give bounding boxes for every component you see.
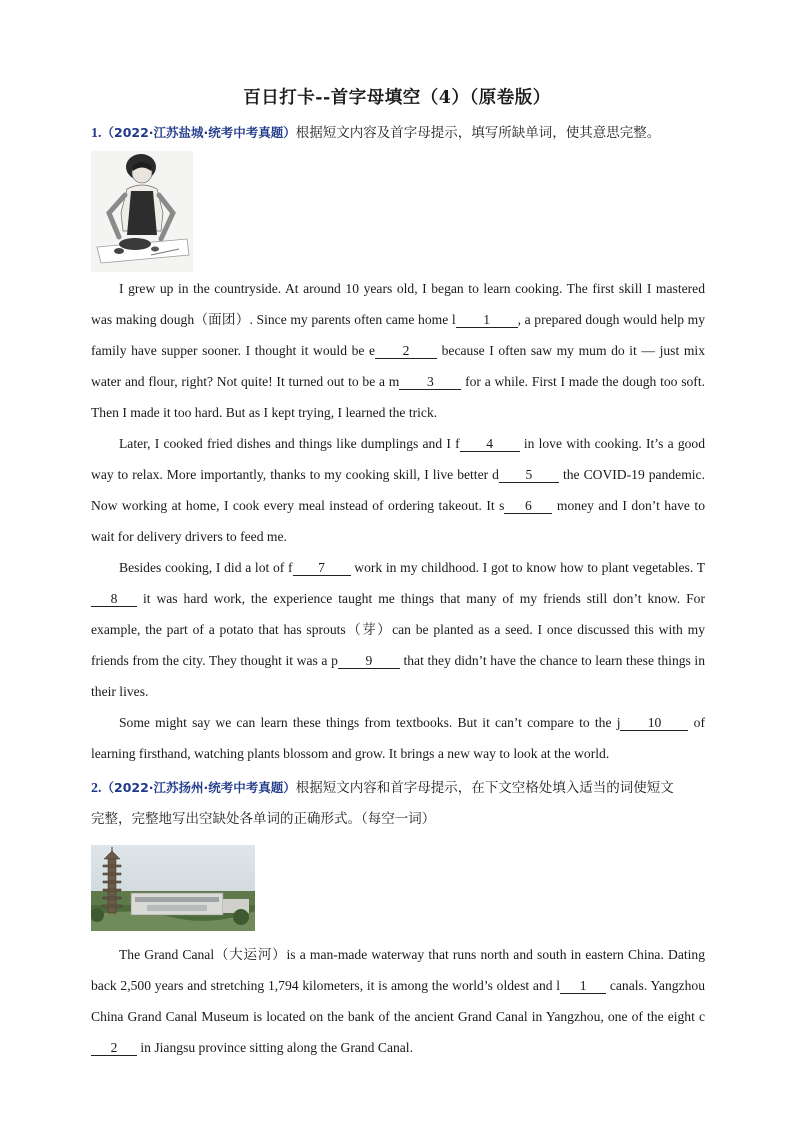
passage-text: Besides cooking, I did a lot of f [119,560,293,575]
question-2-line-1 [91,772,705,804]
blank-9[interactable]: 9 [338,653,400,669]
question-1-instruction: 根据短文内容及首字母提示，填写所缺单词，使其意思完整。 [295,125,661,141]
passage-text: for a while. First I made the dough too soft. Then I made it too hard. But as I kept trying, I learned the trick. [91,374,705,420]
grand-canal-museum-image [91,845,255,931]
passage-text: canals. Yangzhou China Grand Canal Museum is located on the bank of the ancient Grand Canal in Yangzhou, one of the eight c [91,978,705,1024]
passage-text: money and I don’t have to wait for delivery drivers to feed me. [91,498,705,544]
blank-2[interactable]: 2 [91,1040,137,1056]
paragraph [91,707,705,769]
blank-1[interactable]: 1 [456,312,518,328]
blank-4[interactable]: 4 [460,436,520,452]
blank-10[interactable]: 10 [620,715,688,731]
passage-text: The Grand Canal（大运河）is a man-made waterway that runs north and south in eastern China. Dating back 2,500 years and stretching 1,794 kilometers, it is among the world’s oldest and l [91,947,705,993]
question-1-source: （2022·江苏盐城·统考中考真题） [101,125,296,140]
blank-7[interactable]: 7 [293,560,351,576]
passage-text: in Jiangsu province sitting along the Grand Canal. [137,1040,413,1055]
question-2-heading [91,772,705,835]
question-2-instruction-1: 根据短文内容和首字母提示，在下文空格处填入适当的词使短文 [295,780,674,796]
question-1-number: 1. [91,126,102,141]
blank-3[interactable]: 3 [399,374,461,390]
question-1-heading [91,117,711,149]
passage-text: I grew up in the countryside. At around 10 years old, I began to learn cooking. The first skill I mastered was making dough（面团）. Since my parents often came home l [91,281,705,327]
blank-8[interactable]: 8 [91,591,137,607]
passage-text: Some might say we can learn these things from textbooks. But it can’t compare to the j [119,715,621,730]
blank-2[interactable]: 2 [375,343,437,359]
passage-text: work in my childhood. I got to know how to plant vegetables. T [350,560,706,575]
passage-text: the COVID-19 pandemic. Now working at home, I cook every meal instead of ordering takeout. It s [91,467,705,513]
passage-text: because I often saw my mum do it — just mix water and flour, right? Not quite! It turned out to be a m [91,343,705,389]
passage-text: of learning firsthand, watching plants blossom and grow. It brings a new way to look at the world. [91,715,705,761]
blank-6[interactable]: 6 [504,498,552,514]
question-2-instruction-2: 完整，完整地写出空缺处各单词的正确形式。（每空一词） [91,811,436,827]
passage-text: , a prepared dough would help my family have supper sooner. I thought it would be e [91,312,705,358]
woman-making-dough-image [91,151,193,272]
blank-1[interactable]: 1 [560,978,606,994]
passage-text: it was hard work, the experience taught me things that many of my friends still don’t know. For example, the part of a potato that has sprouts（芽）can be planted as a seed. I once discussed this with my friends from the city. They thought it was a p [91,591,705,668]
passage-text: in love with cooking. It’s a good way to relax. More importantly, thanks to my cooking skill, I live better d [91,436,706,482]
passage-text: Later, I cooked fried dishes and things like dumplings and I f [119,436,460,451]
passage-text: that they didn’t have the chance to learn these things in their lives. [91,653,706,699]
question-2-source: （2022·江苏扬州·统考中考真题） [101,780,296,795]
question-1-passage [91,273,705,769]
paragraph [91,552,705,707]
paragraph [91,939,705,1063]
paragraph [91,273,705,428]
page-title: 百日打卡--首字母填空（4）（原卷版） [243,88,551,108]
question-2-number: 2. [91,781,102,796]
blank-5[interactable]: 5 [499,467,559,483]
paragraph [91,428,705,552]
question-2-passage [91,939,705,1063]
